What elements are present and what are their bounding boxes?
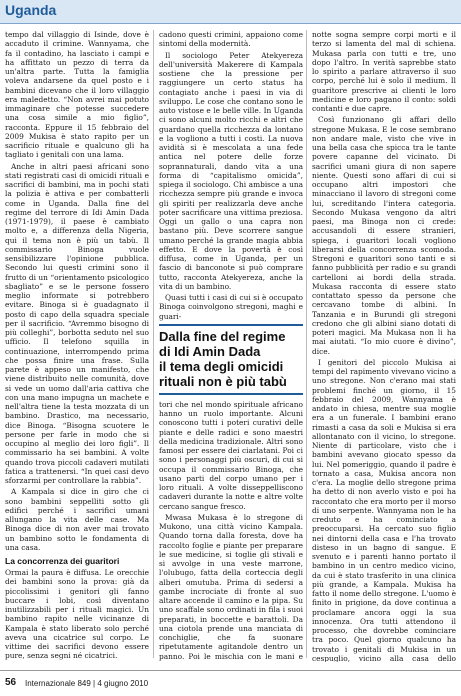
article-paragraph: tempo dal villaggio di Isinde, dove è accaduto il crimine. Wannyama, che fa il contadino, ha lasciato i campi e ha affittato un pezzo di terra da un'altra parte. Tutta la famiglia voleva andarsene da quel posto e i bambini dicevano che il loro villaggio era maledetto. “Non avrei mai potuto immaginare che potesse succedere una cosa simile a mio figlio”, racconta. Eppure il 15 febbraio del 2009 Mukisa è stato rapito per un sacrificio rituale e qualcuno gli ha tagliato i genitali con una lama.	[5, 30, 149, 160]
pull-quote-line: Dalla fine del regime	[159, 328, 286, 344]
magazine-info: Internazionale 849 | 4 giugno 2010	[25, 679, 149, 688]
article-paragraph: Mwasa Mukasa è lo stregone di Mukono, una città vicino Kampala. Quando torna dalla foresta, dove ha raccolto foglie e piante per preparare le sue medicine, si toglie gli stivali e si avvolge in una veste marrone, l'olubugo, fatta della corteccia degli alberi omutuba. Prima di sedersi a gambe incrociate di fronte al suo altare accende il camino e la pipa. Su uno scaffale sono ordinati in fila i suoi preparati, in boccette e barattoli. Da una ciotola prende una manciata di conchiglie, che fa suonare ripetutamente agitandole dentro un panno. Poi le mischia con le mani e	[159, 512, 303, 661]
pull-quote	[159, 324, 303, 395]
column-divider	[306, 30, 307, 658]
column-divider	[153, 30, 154, 658]
page-number: 56	[5, 677, 17, 688]
article-paragraph: cadono questi crimini, appaiono come sintomi della modernità.	[159, 30, 303, 49]
article-paragraph: Quasi tutti i casi di cui si è occupato Binoga coinvolgono stregoni, maghi e guari-	[159, 293, 303, 321]
article-paragraph: A Kampala si dice in giro che ci sono bambini seppelliti sotto gli edifici perché i sacrifici umani allungano la vita delle case. Ma Binoga dice di non aver mai trovato un bambino sotto le fondamenta di una casa.	[5, 487, 149, 552]
article-paragraph: Il sociologo Peter Atekyereza dell'università Makerere di Kampala sostiene che la pressione per raggiungere un certo status ha contagiato anche i paesi in via di sviluppo. Le cose che contano sono le auto vistose e le belle ville. In Uganda ci sono alcuni molto ricchi e altri che guardano quella ricchezza da lontano e la vogliono a tutti i costi. La nuova avidità si è mescolata a una fede antica nel potere delle forze soprannaturali, dando vita a una forma di “capitalismo omicida”, spiega il sociologo. Chi ambisce a una ricchezza sempre più grande e invoca gli spiriti per realizzarla deve anche poter sacrificare una vittima preziosa. Oggi un gallo o una capra non bastano più. Deve scorrere sangue umano perché la grande magia abbia effetto. E dove la povertà è così diffusa, come in Uganda, per un fascio di banconote si può comprare tutto, racconta Atekyereza, anche la vita di un bambino.	[159, 50, 303, 291]
page-footer	[0, 670, 461, 696]
pull-quote-line: il tema degli omicidi	[159, 358, 284, 374]
column-1	[5, 30, 149, 662]
subheading: La concorrenza dei guaritori	[5, 556, 120, 566]
column-3	[312, 30, 456, 662]
pull-quote-line: di Idi Amin Dada	[159, 343, 261, 359]
section-header	[0, 0, 461, 24]
pull-quote-line: rituali non è più tabù	[159, 373, 287, 389]
article-paragraph: Così funzionano gli affari dello stregone Mukasa. E le cose sembrano non andare male, visto che vive in una bella casa che spicca tra le tante povere capanne del vicinato. Di sacrifici umani giura di non sapere niente. Questi sono affari di cui si occupano altri impostori che minacciano il lavoro di stregoni come lui, screditando l'intera categoria. Secondo Mukasa vengono da altri paesi, ma Binoga non ci crede: accusandoli di essere stranieri, spiega, i guaritori locali vogliono liberarsi della concorrenza scomoda. Stregoni e guaritori sono tanti e si fanno pubblicità per radio e su grandi cartelloni ai bordi della strada. Mukasa racconta di essere stato contattato spesso da persone che cercavano tombe di albini. In Tanzania e in Burundi gli stregoni credono che gli albini siano dotati di poteri magici. Ma Mukasa non li ha mai aiutati. “Io mio cuore è divino”, dice.	[312, 115, 456, 356]
article-paragraph: tori che nel mondo spirituale africano hanno un ruolo importante. Alcuni conoscono tutti i poteri curativi delle piante e delle radici e sono maestri della medicina tradizionale. Altri sono famosi per essere dei ciarlatani. Poi ci sono i personaggi più oscuri, di cui si occupa il commissario Binoga, che usano parti del corpo umano per i loro rituali. A volte disseppelliscono cadaveri durante la notte e altre volte cercano sangue fresco.	[159, 399, 303, 511]
column-2	[159, 30, 303, 662]
article-paragraph: notte sogna sempre corpi morti e il terzo si lamenta del mal di schiena. Mukasa parla con tutti e tre, uno dopo l'altro. In verità saprebbe stato lo spirito a parlare attraverso il suo corpo, perché lui è solo il medium. Il guaritore prescrive ai clienti le loro medicine e loro pagano il conto: soldi contanti e due capre.	[312, 30, 456, 113]
article-paragraph: Ormai la paura è diffusa. Le orecchie dei bambini sono la prova: già da piccolissimi i genitori gli fanno buccare i lobi, così diventano inutilizzabili per i rituali magici. Un bambino rapito nelle vicinanze di Kampala è stato liberato solo perché aveva una cicatrice sul corpo. Le vittime dei sacrifici devono essere pure, senza segni né cicatrici.	[5, 568, 149, 661]
section-title: Uganda	[5, 2, 57, 18]
article-paragraph: Anche in altri paesi africani sono stati registrati casi di omicidi rituali e sacrifici di bambini, ma in pochi stati la polizia è attiva e per combatterli come in Uganda. Dalla fine del regime del terrore di Idi Amin Dada (1971-1979), il paese è cambiato molto e, a differenza della Nigeria, qui il tema non è più un tabù. Il commissario Binoga vuole sensibilizzare l'opinione pubblica. Secondo lui questi crimini sono il frutto di un “orientamento psicologico sbagliato” e se le persone fossero meglio informate si potrebbero evitare. Binoga si è guadagnato il posto di capo della squadra speciale per il sacrificio. “Avremmo bisogno di più colleghi”, borbotta seduto nel suo ufficio. Il telefono squilla in continuazione, interrompendo prima che possa finire una frase. Sulla parete è appeso un manifesto, che viene distribuito nelle comunità, dove si vede un uomo dall'aria cattiva che con una mano impugna un machete e nell'altra tiene la testa mozzata di un bambino. Drastico, ma necessario, dice Binoga. “Bisogna scuotere le persone per farle in modo che si occupino al meglio dei loro figli”. Il commissario ha sei bambini. A volte quando trova piccoli cadaveri mutilati fatica a trattenersi. “In quei casi devo sforzarmi per controllare la rabbia”.	[5, 161, 149, 485]
article-paragraph: I genitori del piccolo Mukisa ai tempi del rapimento vivevano vicino a uno stregone. Non c'erano mai stati problemi finché un giorno, il 15 febbraio del 2009, Wannyama è andato in chiesa, mentre sua moglie era a un funerale. I bambini erano rimasti a casa da soli e Mukisa si era allontanato con il vicino, lo stregone. Niente di particolare, visto che i bambini avevano giocato spesso da lui. Nel pomeriggio, quando il padre è tornato a casa, Mukisa ancora non c'era. La moglie dello stregone prima ha detto di non averlo visto e poi ha raccontato che era morto per il morso di uno serpente. Wannyama non le ha creduto e ha cominciato a preoccuparsi. Ha cercato suo figlio nei dintorni della casa e l'ha trovato disteso in un bagno di sangue. E svenuto e i parenti hanno portato il bambino in un centro medico vicino, da cui è stato trasferito in una clinica più grande, a Kampala. Mukisa ha fatto il nome dello stregone. L'uomo è finito in prigione, da dove continua a proclamare ancora oggi la sua innocenza. Ora tutti attendono il processo, che dovrebbe cominciare tra poco. Quel giorno qualcuno ha trovato i genitali di Mukisa in un cespuglio, vicino alla casa dello	[312, 357, 456, 662]
